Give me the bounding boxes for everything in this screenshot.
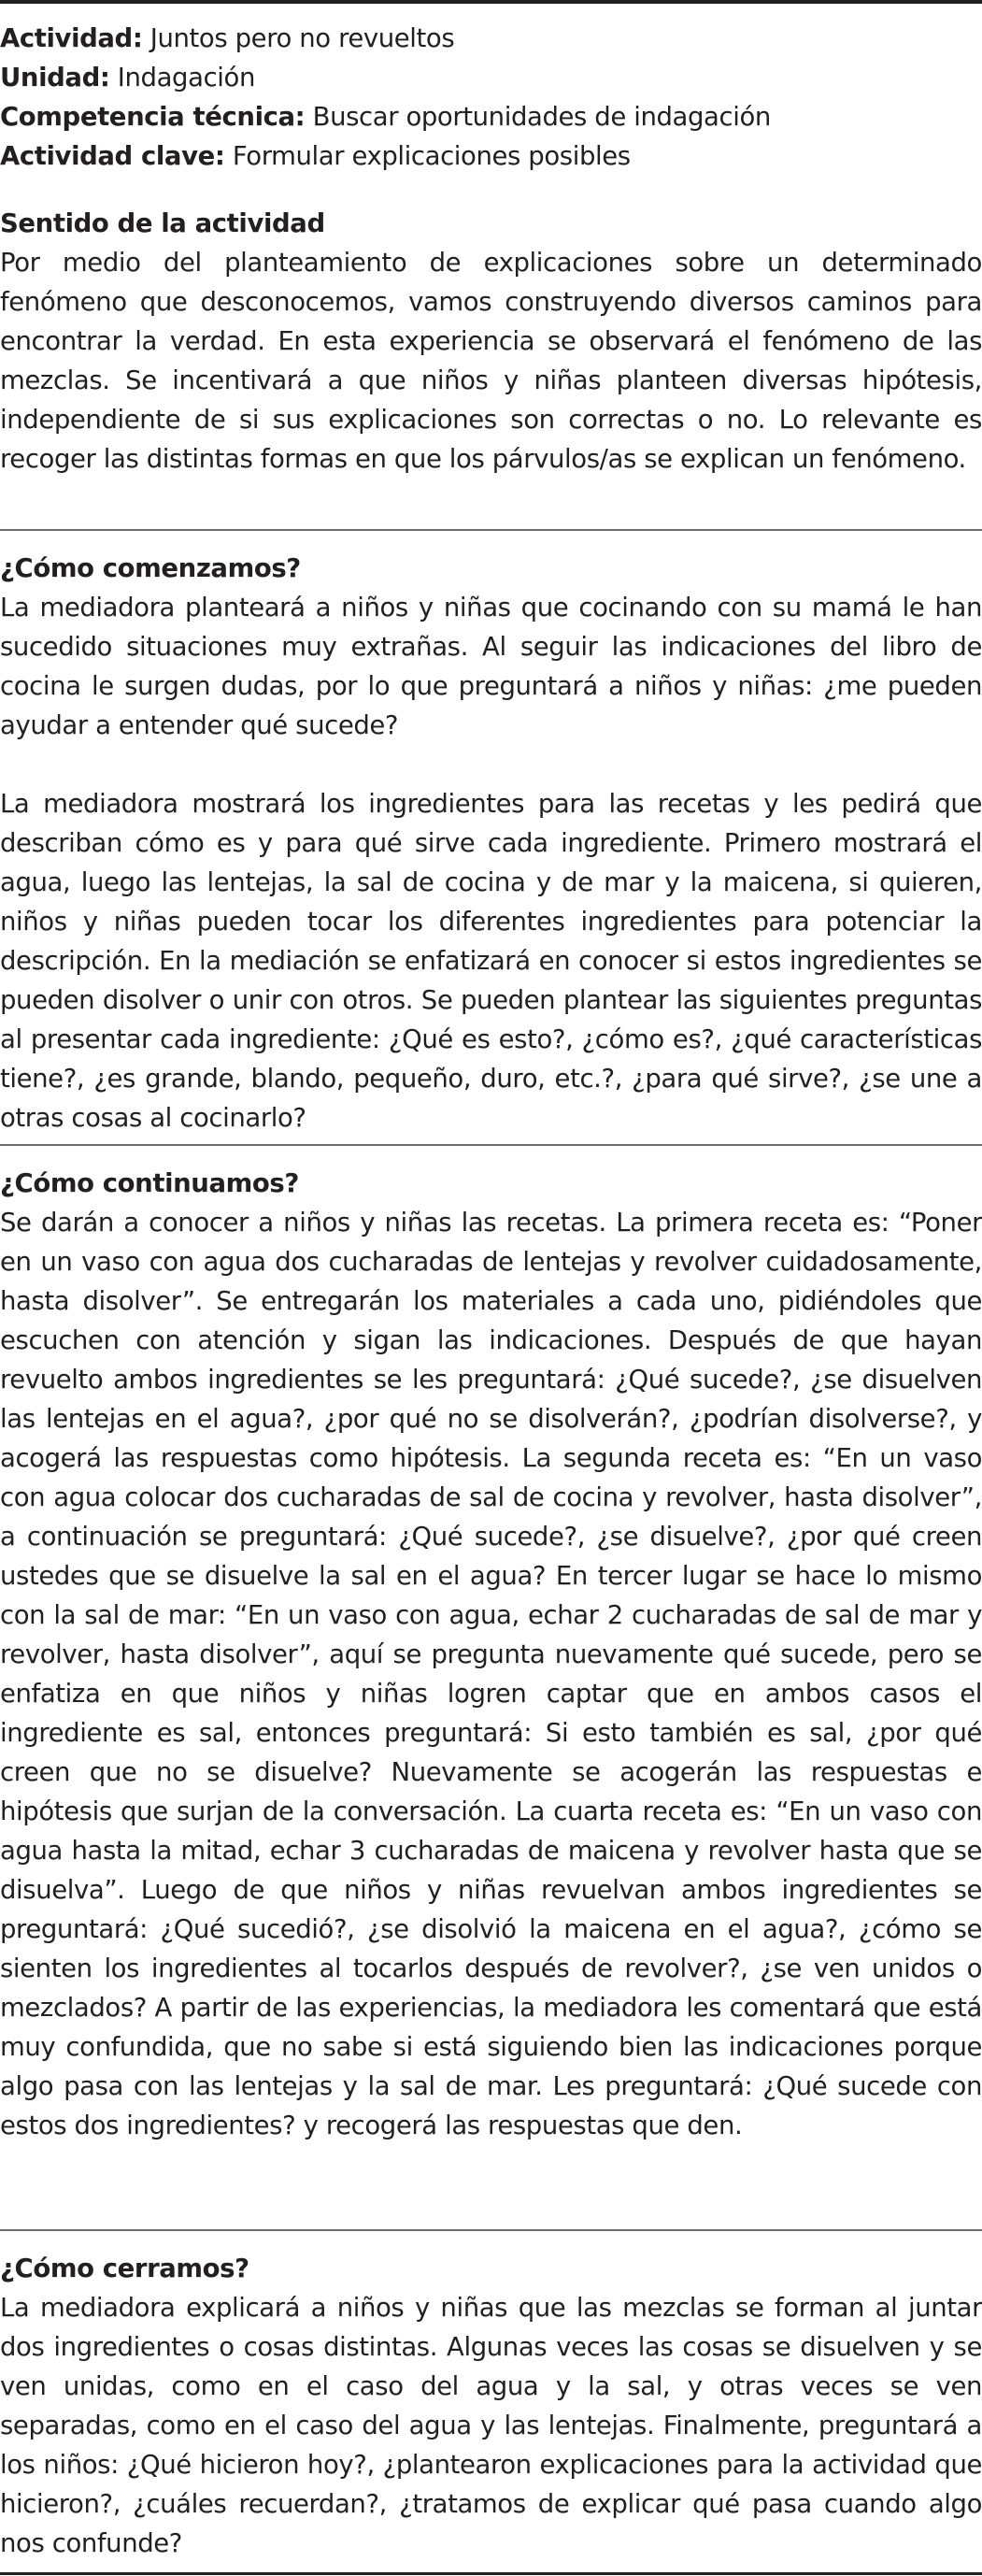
section-continuamos	[0, 1164, 982, 2145]
paragraph-spacer	[0, 745, 982, 784]
section-heading: ¿Cómo cerramos?	[0, 2254, 249, 2283]
activity-meta	[0, 19, 982, 176]
section-divider	[0, 1144, 982, 1146]
meta-actividad-clave: Actividad clave: Formular explicaciones posibles	[0, 141, 631, 171]
meta-competencia: Competencia técnica: Buscar oportunidades de indagación	[0, 102, 771, 132]
section-paragraph-1: La mediadora planteará a niños y niñas que cocinando con su mamá le han sucedido situaciones muy extrañas. Al seguir las indicaciones del libro de cocina le surgen dudas, por lo que preguntará a niños y niñas: ¿me pueden ayudar a entender qué sucede?	[0, 593, 982, 740]
section-comenzamos	[0, 549, 982, 1138]
section-divider	[0, 2229, 982, 2231]
section-body: Por medio del planteamiento de explicaciones sobre un determinado fenómeno que desconocemos, vamos construyendo diversos caminos para encontrar la verdad. En esta experiencia se observará el fenómeno de las mezclas. Se incentivará a que niños y niñas planteen diversas hipótesis, independiente de si sus explicaciones son correctas o no. Lo relevante es recoger las distintas formas en que los párvulos/as se explican un fenómeno.	[0, 248, 982, 474]
bottom-rule	[0, 2572, 982, 2575]
section-body: Se darán a conocer a niños y niñas las recetas. La primera receta es: “Poner en un vaso con agua dos cucharadas de lentejas y revolver cuidadosamente, hasta disolver”. Se entregarán los materiales a cada uno, pidiéndoles que escuchen con atención y sigan las indicaciones. Después de que hayan revuelto ambos ingredientes se les preguntará: ¿Qué sucede?, ¿se disuelven las lentejas en el agua?, ¿por qué no se disolverán?, ¿podrían disolverse?, y acogerá las respuestas como hipótesis. La segunda receta es: “En un vaso con agua colocar dos cucharadas de sal de cocina y revolver, hasta disolver”, a continuación se preguntará: ¿Qué sucede?, ¿se disuelve?, ¿por qué creen ustedes que se disuelve la sal en el agua? En tercer lugar se hace lo mismo con la sal de mar: “En un vaso con agua, echar 2 cucharadas de sal de mar y revolver, hasta disolver”, aquí se pregunta nuevamente qué sucede, pero se enfatiza en que niños y niñas logren captar que en ambos casos el ingrediente es sal, entonces preguntará: Si esto también es sal, ¿por qué creen que no se disuelve? Nuevamente se acogerán las respuestas e hipótesis que surjan de la conversación. La cuarta receta es: “En un vaso con agua hasta la mitad, echar 3 cucharadas de maicena y revolver hasta que se disuelva”. Luego de que niños y niñas revuelvan ambos ingredientes se preguntará: ¿Qué sucedió?, ¿se disolvió la maicena en el agua?, ¿cómo se sienten los ingredientes al tocarlos después de revolver?, ¿se ven unidos o mezclados? A partir de las experiencias, la mediadora les comentará que está muy confundida, que no sabe si está siguiendo bien las indicaciones porque algo pasa con las lentejas y la sal de mar. Les preguntará: ¿Qué sucede con estos dos ingredientes? y recogerá las respuestas que den.	[0, 1208, 982, 2140]
section-cerramos	[0, 2249, 982, 2563]
meta-actividad: Actividad: Juntos pero no revueltos	[0, 23, 455, 53]
meta-unidad: Unidad: Indagación	[0, 63, 255, 93]
section-heading: Sentido de la actividad	[0, 208, 325, 238]
section-heading: ¿Cómo continuamos?	[0, 1168, 299, 1198]
section-body: La mediadora explicará a niños y niñas que las mezclas se forman al juntar dos ingredientes o cosas distintas. Algunas veces las cosas se disuelven y se ven unidas, como en el caso del agua y la sal, y otras veces se ven separadas, como en el caso del agua y las lentejas. Finalmente, preguntará a los niños: ¿Qué hicieron hoy?, ¿plantearon explicaciones para la actividad que hicieron?, ¿cuáles recuerdan?, ¿tratamos de explicar qué pasa cuando algo nos confunde?	[0, 2293, 982, 2558]
section-paragraph-2: La mediadora mostrará los ingredientes para las recetas y les pedirá que describan cómo es y para qué sirve cada ingrediente. Primero mostrará el agua, luego las lentejas, la sal de cocina y de mar y la maicena, si quieren, niños y niñas pueden tocar los diferentes ingredientes para potenciar la descripción. En la mediación se enfatizará en conocer si estos ingredientes se pueden disolver o unir con otros. Se pueden plantear las siguientes preguntas al presentar cada ingrediente: ¿Qué es esto?, ¿cómo es?, ¿qué características tiene?, ¿es grande, blando, pequeño, duro, etc.?, ¿para qué sirve?, ¿se une a otras cosas al cocinarlo?	[0, 789, 982, 1133]
section-divider	[0, 529, 982, 531]
top-rule	[0, 0, 982, 4]
section-heading: ¿Cómo comenzamos?	[0, 553, 301, 583]
section-sentido	[0, 204, 982, 479]
